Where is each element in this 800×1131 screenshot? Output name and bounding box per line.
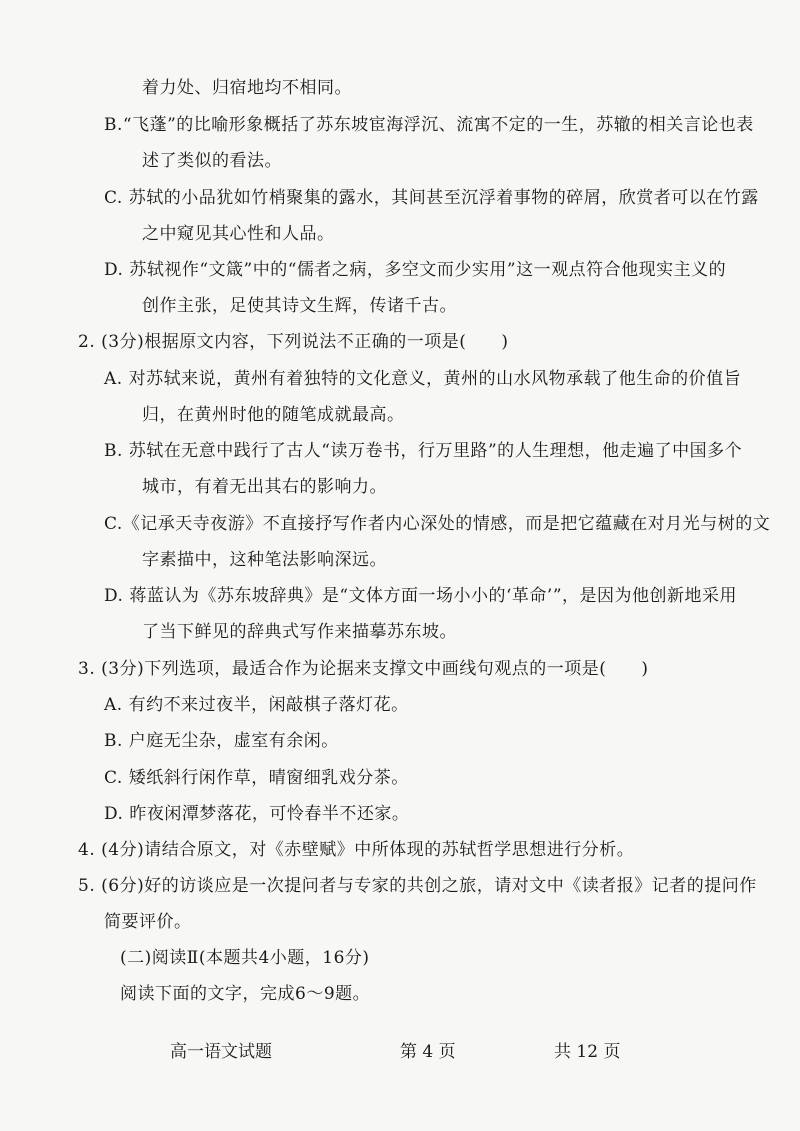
footer-page: 第 4 页: [400, 1042, 456, 1062]
option-d-line: D. 蒋蓝认为《苏东坡辞典》是“文体方面一场小小的‘革命’”，是因为他创新地采用: [104, 586, 738, 606]
option-b-line: B.“飞蓬”的比喻形象概括了苏东坡宦海浮沉、流寓不定的一生，苏辙的相关言论也表: [104, 115, 754, 135]
option-c-line: C. 苏轼的小品犹如竹梢聚集的露水，其间甚至沉浮着事物的碎屑，欣赏者可以在竹露: [104, 188, 759, 208]
question-3: 3. (3分)下列选项，最适合作为论据来支撑文中画线句观点的一项是( ): [78, 659, 649, 679]
question-5: 5. (6分)好的访谈应是一次提问者与专家的共创之旅，请对文中《读者报》记者的提问作: [78, 876, 757, 896]
footer-subject: 高一语文试题: [170, 1042, 272, 1062]
text-line: 创作主张，足使其诗文生辉，传诸千古。: [142, 296, 457, 316]
footer-total: 共 12 页: [554, 1042, 621, 1062]
option-d-line: D. 苏轼视作“文箴”中的“儒者之病，多空文而少实用”这一观点符合他现实主义的: [104, 260, 727, 280]
text-line: 之中窥见其心性和人品。: [142, 224, 335, 244]
text-line: 简要评价。: [104, 912, 192, 932]
option-d-line: D. 昨夜闲潭梦落花，可怜春半不还家。: [104, 804, 410, 824]
text-line: 城市，有着无出其右的影响力。: [142, 477, 387, 497]
question-2: 2. (3分)根据原文内容，下列说法不正确的一项是( ): [78, 332, 509, 352]
text-line: 着力处、归宿地均不相同。: [142, 78, 352, 98]
text-line: 述了类似的看法。: [142, 151, 282, 171]
option-c-line: C.《记承天寺夜游》不直接抒写作者内心深处的情感，而是把它蕴藏在对月光与树的文: [104, 514, 771, 534]
question-4: 4. (4分)请结合原文，对《赤壁赋》中所体现的苏轼哲学思想进行分析。: [78, 840, 635, 860]
text-line: 字素描中，这种笔法影响深远。: [142, 550, 387, 570]
option-a-line: A. 对苏轼来说，黄州有着独特的文化意义，黄州的山水风物承载了他生命的价值旨: [104, 369, 742, 389]
option-c-line: C. 矮纸斜行闲作草，晴窗细乳戏分茶。: [104, 768, 409, 788]
text-line: 归，在黄州时他的随笔成就最高。: [142, 405, 405, 425]
option-b-line: B. 苏轼在无意中践行了古人“读万卷书，行万里路”的人生理想，他走遍了中国多个: [104, 441, 743, 461]
text-line: 了当下鲜见的辞典式写作来描摹苏东坡。: [142, 622, 457, 642]
option-a-line: A. 有约不来过夜半，闲敲棋子落灯花。: [104, 695, 409, 715]
option-b-line: B. 户庭无尘杂，虚室有余闲。: [104, 731, 339, 751]
section-instruction: 阅读下面的文字，完成6～9题。: [120, 984, 371, 1004]
section-heading: (二)阅读Ⅱ(本题共4小题，16分): [120, 948, 370, 968]
